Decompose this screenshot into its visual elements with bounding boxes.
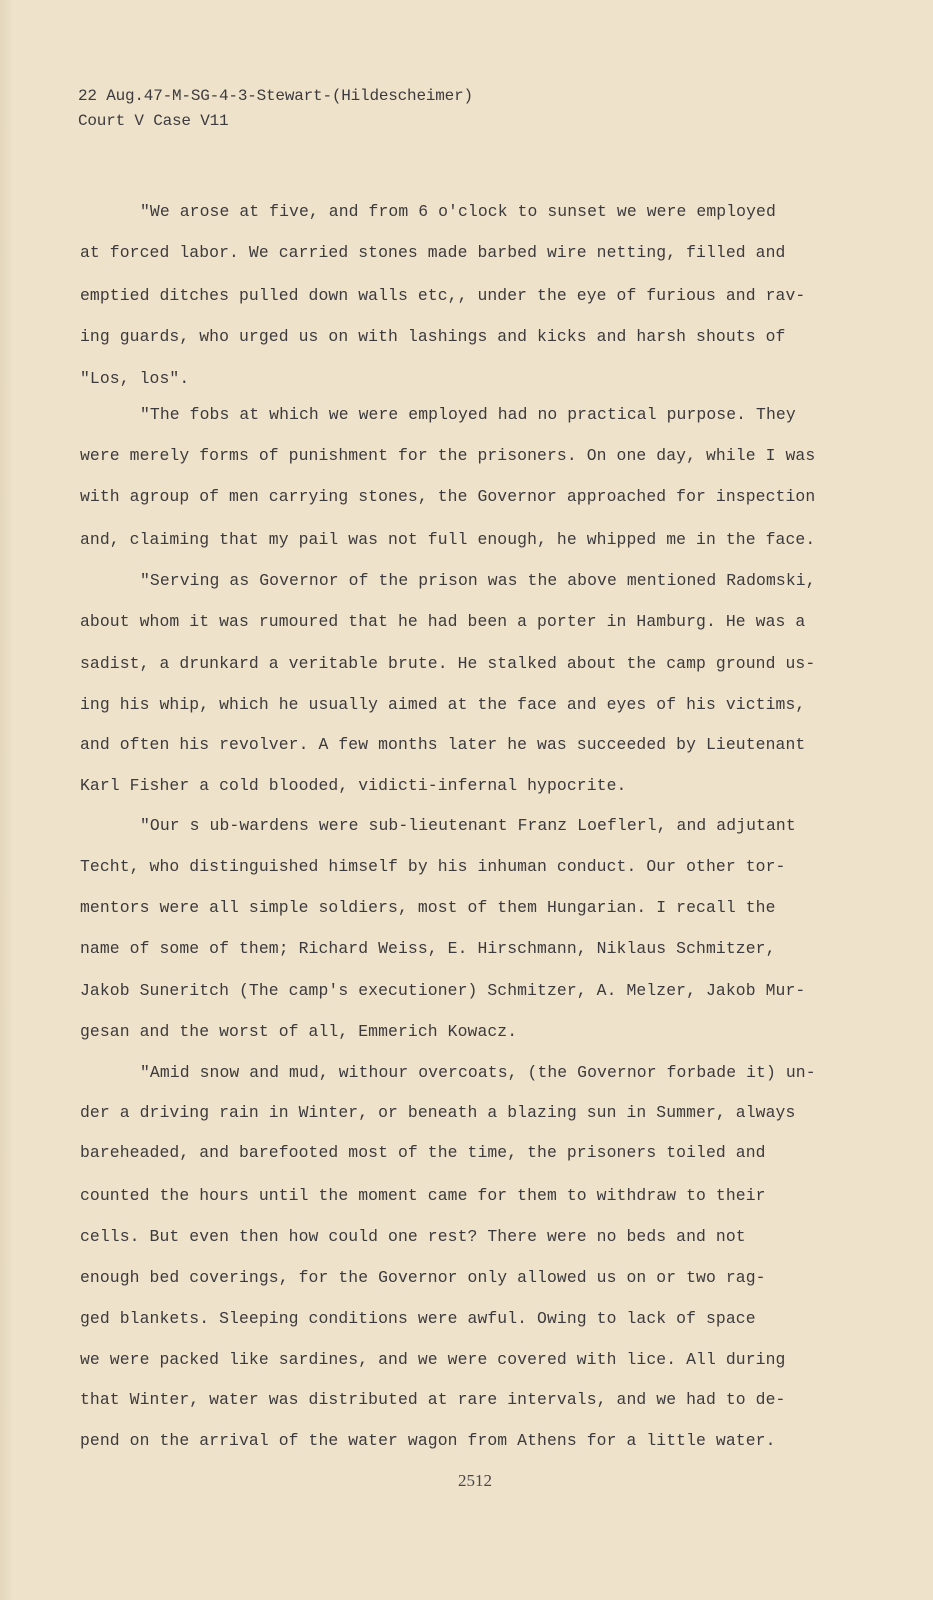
text-line: and, claiming that my pail was not full enough, he whipped me in the face. [80, 530, 816, 549]
page-number: 2512 [458, 1471, 492, 1490]
text-line: enough bed coverings, for the Governor only allowed us on or two rag- [80, 1268, 766, 1287]
text-line: we were packed like sardines, and we were covered with lice. All during [80, 1350, 786, 1369]
text-line: at forced labor. We carried stones made barbed wire netting, filled and [80, 243, 786, 262]
text-line: bareheaded, and barefooted most of the time, the prisoners toiled and [80, 1143, 766, 1162]
text-line: pend on the arrival of the water wagon from Athens for a little water. [80, 1431, 776, 1450]
text-line: mentors were all simple soldiers, most of them Hungarian. I recall the [80, 898, 776, 917]
text-line: ing his whip, which he usually aimed at the face and eyes of his victims, [80, 695, 806, 714]
text-line: gesan and the worst of all, Emmerich Kowacz. [80, 1022, 518, 1041]
text-line: "We arose at five, and from 6 o'clock to sunset we were employed [140, 202, 776, 221]
text-line: and often his revolver. A few months later he was succeeded by Lieutenant [80, 735, 806, 754]
text-line: "Amid snow and mud, withour overcoats, (the Governor forbade it) un- [140, 1063, 816, 1082]
text-line: "Los, los". [80, 369, 190, 388]
text-line: cells. But even then how could one rest? There were no beds and not [80, 1227, 746, 1246]
text-line: ing guards, who urged us on with lashings and kicks and harsh shouts of [80, 327, 786, 346]
court-line: Court V Case V11 [78, 112, 229, 130]
text-line: were merely forms of punishment for the prisoners. On one day, while I was [80, 446, 816, 465]
text-line: Techt, who distinguished himself by his inhuman conduct. Our other tor- [80, 857, 786, 876]
text-line: Jakob Suneritch (The camp's executioner) Schmitzer, A. Melzer, Jakob Mur- [80, 981, 806, 1000]
text-line: emptied ditches pulled down walls etc,, under the eye of furious and rav- [80, 286, 806, 305]
page-edge-shadow [0, 0, 14, 1600]
text-line: "The fobs at which we were employed had no practical purpose. They [140, 405, 796, 424]
text-line: der a driving rain in Winter, or beneath a blazing sun in Summer, always [80, 1103, 796, 1122]
text-line: about whom it was rumoured that he had been a porter in Hamburg. He was a [80, 612, 806, 631]
text-line: Karl Fisher a cold blooded, vidicti-infernal hypocrite. [80, 776, 627, 795]
text-line: counted the hours until the moment came for them to withdraw to their [80, 1186, 766, 1205]
text-line: that Winter, water was distributed at rare intervals, and we had to de- [80, 1390, 786, 1409]
document-header [78, 84, 473, 134]
text-line: ged blankets. Sleeping conditions were awful. Owing to lack of space [80, 1309, 756, 1328]
text-line: sadist, a drunkard a veritable brute. He stalked about the camp ground us- [80, 654, 816, 673]
text-line: with agroup of men carrying stones, the Governor approached for inspection [80, 487, 816, 506]
text-line: "Serving as Governor of the prison was the above mentioned Radomski, [140, 571, 816, 590]
reference-line: 22 Aug.47-M-SG-4-3-Stewart-(Hildescheimer) [78, 87, 473, 105]
text-line: name of some of them; Richard Weiss, E. Hirschmann, Niklaus Schmitzer, [80, 939, 776, 958]
text-line: "Our s ub-wardens were sub-lieutenant Franz Loeflerl, and adjutant [140, 816, 796, 835]
